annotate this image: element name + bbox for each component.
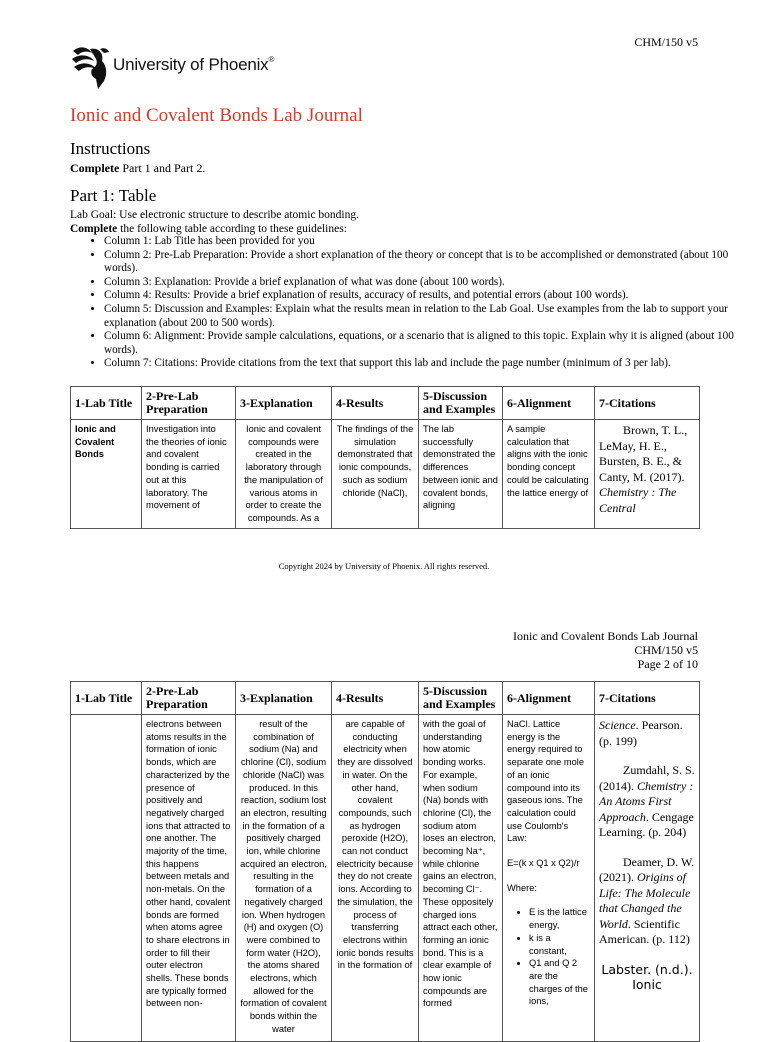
citation-zumdahl — [599, 763, 695, 841]
lab-goal: Lab Goal: Use electronic structure to describe atomic bonding. — [70, 209, 359, 221]
cell-prelab: electrons between atoms results in the formation of ionic bonds, which are characterized by the presence of positively and negatively charged ions that attracted to one another. The majority of the time, this happens between metals and non-metals. On the other hand, covalent bonds are formed when atoms agree to share electrons in order to fill their outer electron shells. These bonds are typically formed between non- — [142, 715, 236, 1042]
citation-deamer — [599, 855, 695, 948]
citation-labster: Labster. (n.d.). Ionic — [601, 961, 693, 992]
page2-doc-id: CHM/150 v5 — [634, 643, 698, 657]
document-code: CHM/150 v5 — [634, 35, 698, 49]
cell-results: are capable of conducting electricity when they are dissolved in water. On the other hand, covalent compounds, such as hydrogen peroxide (H2O), can not conduct electricity because they do not create ions. According to the simulation, the process of transferring electrons within ionic bonds results in the formation of — [332, 715, 419, 1042]
alignment-variable-list — [507, 906, 590, 1008]
guideline-item: • Column 4: Results: Provide a brief explanation of results, accuracy of results, and potential errors (about 100 words). — [104, 289, 744, 303]
citation-authors: Zumdahl, S. S. (2014). — [599, 763, 695, 793]
instructions-heading: Instructions — [70, 139, 151, 158]
page-number: Page 2 of 10 — [637, 657, 698, 671]
instructions-rest: Part 1 and Part 2. — [119, 161, 206, 175]
col-header-alignment: 6-Alignment — [503, 682, 595, 715]
citation-text — [599, 423, 695, 516]
guideline-item: • Column 6: Alignment: Provide sample calculations, equations, or a scenario that is aligned to this topic. Explain why it is aligned (about 100 words). — [104, 330, 744, 357]
col-header-citations: 7-Citations — [595, 682, 700, 715]
table-row — [71, 715, 700, 1042]
citation-title: Chemistry : The Central — [599, 485, 677, 515]
variable-item: • k is a constant, — [529, 932, 590, 957]
col-header-discussion: 5-Discussion and Examples — [419, 682, 503, 715]
cell-alignment — [503, 715, 595, 1042]
complete-bold: Complete — [70, 161, 120, 175]
variable-item: • E is the lattice energy, — [529, 906, 590, 931]
col-header-lab-title: 1-Lab Title — [71, 387, 142, 420]
table-row — [71, 420, 700, 529]
logo-wordmark: University of Phoenix — [113, 55, 269, 74]
table-header-row — [71, 387, 700, 420]
guideline-item: • Column 7: Citations: Provide citations from the text that support this lab and include the page number (minimum of 3 per lab). — [104, 357, 744, 371]
col-header-alignment: 6-Alignment — [503, 387, 595, 420]
cell-discussion: with the goal of understanding how atomic bonding works. For example, when sodium (Na) bonds with chlorine (Cl), the sodium atom loses an electron, becoming Na⁺, while chlorine gains an electron, becoming Cl⁻. These oppositely charged ions attract each other, forming an ionic bond. This is a clear example of how ionic compounds are formed — [419, 715, 503, 1042]
lab-journal-table — [70, 386, 700, 529]
cell-lab-title: Ionic and Covalent Bonds — [71, 420, 142, 529]
citation-title: Science — [599, 718, 636, 732]
cell-alignment: A sample calculation that aligns with the ionic bonding concept could be calculating the lattice energy of — [503, 420, 595, 529]
guideline-item: • Column 1: Lab Title has been provided for you — [104, 235, 744, 249]
copyright-footer: Copyright 2024 by University of Phoenix. All rights reserved. — [278, 561, 490, 571]
citation-year: (2017). — [649, 469, 685, 484]
part1-heading: Part 1: Table — [70, 186, 157, 205]
instructions-text — [70, 161, 205, 176]
table-header-row — [71, 682, 700, 715]
table-instructions-rest: the following table according to these guidelines: — [117, 223, 347, 235]
page2-header — [513, 629, 698, 671]
cell-discussion: The lab successfully demonstrated the differences between ionic and covalent bonds, aligning — [419, 420, 503, 529]
guidelines-list — [70, 235, 744, 371]
alignment-intro: NaCl. Lattice energy is the energy required to separate one mole of an ionic compound into its gaseous ions. The calculation could use Coulomb's Law: — [507, 719, 585, 844]
citation-authors: Deamer, D. W. (2021). — [599, 854, 695, 884]
col-header-explanation: 3-Explanation — [236, 387, 332, 420]
citation-rest: . Pearson. (p. 199) — [599, 718, 683, 748]
cell-explanation: Ionic and covalent compounds were created in the laboratory through the manipulation of various atoms in order to create the compounds. As a — [236, 420, 332, 529]
guideline-item: • Column 2: Pre-Lab Preparation: Provide a short explanation of the theory or concept that is to be accomplished or demonstrated (about 100 words). — [104, 249, 744, 276]
citation-continued — [599, 718, 695, 749]
complete-bold: Complete — [70, 223, 118, 235]
table-instructions — [70, 223, 347, 235]
guideline-item: • Column 5: Discussion and Examples: Explain what the results mean in relation to the Lab Goal. Use examples from the lab to support your explanation (about 200 to 500 words). — [104, 303, 744, 330]
phoenix-bird-icon — [70, 43, 112, 89]
col-header-results: 4-Results — [332, 387, 419, 420]
alignment-where: Where: — [507, 882, 537, 893]
cell-results: The findings of the simulation demonstrated that ionic compounds, such as sodium chloride (NaCl), — [332, 420, 419, 529]
cell-citations — [595, 420, 700, 529]
registered-mark: ® — [268, 55, 275, 64]
col-header-prelab: 2-Pre-Lab Preparation — [142, 682, 236, 715]
variable-item: • Q1 and Q 2 are the charges of the ions, — [529, 957, 590, 1008]
cell-lab-title — [71, 715, 142, 1042]
citation-rest: . Cengage Learning. (p. 204) — [599, 809, 694, 839]
page2-doc-title: Ionic and Covalent Bonds Lab Journal — [513, 629, 698, 643]
col-header-discussion: 5-Discussion and Examples — [419, 387, 503, 420]
citation-rest: . Scientific American. (p. 112) — [599, 916, 690, 946]
document-title: Ionic and Covalent Bonds Lab Journal — [70, 105, 363, 126]
citation-title: Origins of Life: The Molecule that Changed the World — [599, 870, 691, 931]
guideline-item: • Column 3: Explanation: Provide a brief explanation of what was done (about 100 words). — [104, 276, 744, 290]
col-header-prelab: 2-Pre-Lab Preparation — [142, 387, 236, 420]
alignment-formula: E=(k x Q1 x Q2)/r — [507, 858, 580, 869]
cell-prelab: Investigation into the theories of ionic and covalent bonding is carried out at this laboratory. The movement of — [142, 420, 236, 529]
university-logo — [70, 43, 310, 89]
col-header-lab-title: 1-Lab Title — [71, 682, 142, 715]
citation-title: Chemistry : An Atoms First Approach — [599, 778, 694, 824]
lab-journal-table-continued — [70, 681, 700, 1042]
col-header-results: 4-Results — [332, 682, 419, 715]
cell-explanation: result of the combination of sodium (Na) and chlorine (Cl), sodium chloride (NaCl) was produced. In this reaction, sodium lost an electron, resulting in the formation of a positively charged ion, while chlorine acquired an electron, resulting in the formation of a negatively charged ion. When hydrogen (H) and oxygen (O) were combined to form water (H2O), the atoms shared electrons, which allowed for the formation of covalent bonds within the water — [236, 715, 332, 1042]
col-header-citations: 7-Citations — [595, 387, 700, 420]
col-header-explanation: 3-Explanation — [236, 682, 332, 715]
cell-citations — [595, 715, 700, 1042]
citation-authors: Brown, T. L., LeMay, H. E., Bursten, B. E., & Canty, M. — [599, 423, 688, 484]
